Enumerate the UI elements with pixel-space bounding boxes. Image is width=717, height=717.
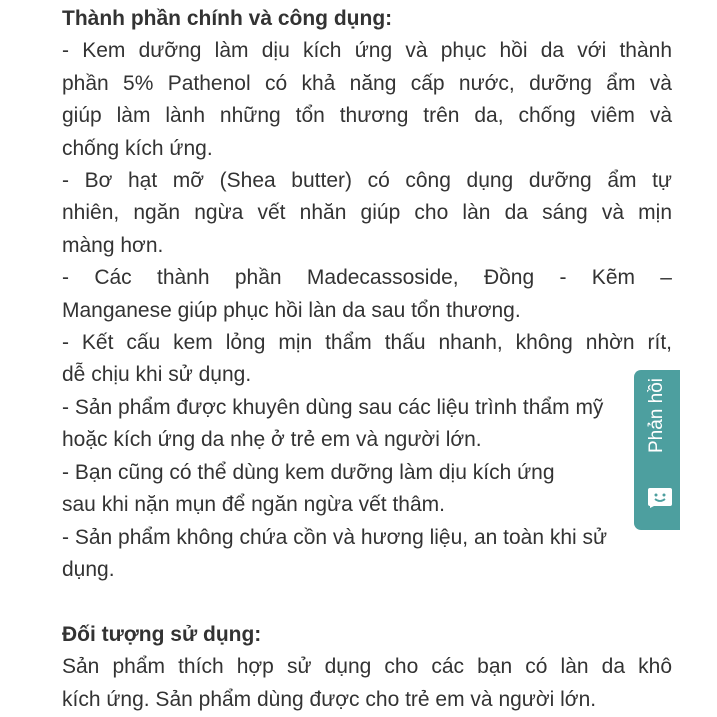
feedback-label: Phản hồi <box>646 378 667 454</box>
text-line: sau khi nặn mụn để ngăn ngừa vết thâm. <box>62 493 445 517</box>
text-line: - Kem dưỡng làm dịu kích ứng và phục hồi da với thành <box>62 39 672 63</box>
text-line: giúp làm lành những tổn thương trên da, chống viêm và <box>62 104 672 128</box>
chat-smile-icon <box>648 488 672 508</box>
text-line: kích ứng. Sản phẩm dùng được cho trẻ em và người lớn. <box>62 687 597 711</box>
text-line: phần 5% Pathenol có khả năng cấp nước, dưỡng ẩm và <box>62 71 672 95</box>
text-line: - Các thành phần Madecassoside, Đồng - Kẽm – <box>62 266 672 290</box>
text-line: - Sản phẩm được khuyên dùng sau các liệu trình thẩm mỹ <box>62 395 604 419</box>
section-heading-ingredients: Thành phần chính và công dụng: <box>62 7 393 30</box>
section-heading-target-users: Đối tượng sử dụng: <box>62 622 262 646</box>
text-line: - Bạn cũng có thể dùng kem dưỡng làm dịu kích ứng <box>62 460 555 484</box>
text-line: dụng. <box>62 557 115 581</box>
text-line: Manganese giúp phục hồi làn da sau tổn thương. <box>62 298 521 322</box>
text-line: Sản phẩm thích hợp sử dụng cho các bạn có làn da khô <box>62 655 672 679</box>
text-line: dễ chịu khi sử dụng. <box>62 363 252 387</box>
text-line: nhiên, ngăn ngừa vết nhăn giúp cho làn da sáng và mịn <box>62 201 672 225</box>
text-line: - Kết cấu kem lỏng mịn thẩm thấu nhanh, không nhờn rít, <box>62 331 672 355</box>
text-line: chống kích ứng. <box>62 136 213 160</box>
text-line: - Bơ hạt mỡ (Shea butter) có công dụng dưỡng ẩm tự <box>62 169 672 193</box>
text-line: màng hơn. <box>62 233 164 257</box>
feedback-tab[interactable] <box>634 370 680 530</box>
text-line: - Sản phẩm không chứa cồn và hương liệu, an toàn khi sử <box>62 525 608 549</box>
text-line: hoặc kích ứng da nhẹ ở trẻ em và người lớn. <box>62 428 482 452</box>
product-description <box>62 3 672 716</box>
